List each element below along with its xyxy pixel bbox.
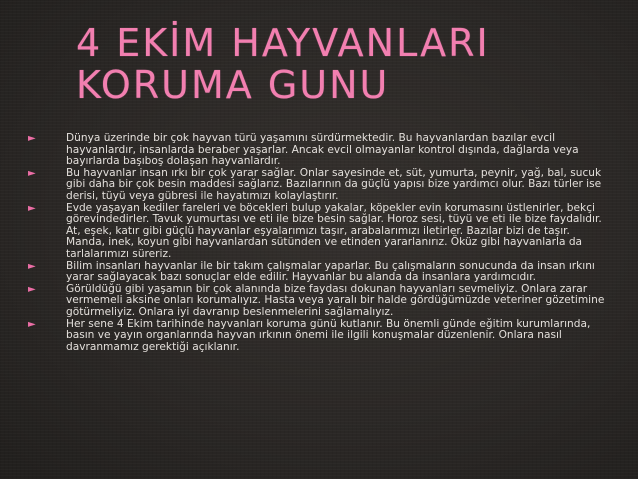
bullet-text: Bilim insanları hayvanlar ile bir takım çalışmalar yaparlar. Bu çalışmaların sonucunda da insan ırkını yarar sağlayacak bazı sonuçlar elde edilir. Hayvanlar bu alanda da insanlara yardımcıdır. — [66, 259, 595, 284]
bullet-item — [28, 166, 606, 203]
triangle-right-icon: ► — [28, 318, 36, 330]
bullet-text: Her sene 4 Ekim tarihinde hayvanları koruma günü kutlanır. Bu önemli günde eğitim kurumlarında, basın ve yayın organlarında hayvan ırkının önemi ile ilgili konuşmalar düzenlenir. Onlara nasıl davranmamız gerektiği açıklanır. — [66, 317, 591, 353]
bullet-item — [28, 132, 606, 168]
bullet-text: Görüldüğü gibi yaşamın bir çok alanında bize faydası dokunan hayvanları sevmeliyiz. Onlara zarar vermemeli aksine onları korumalıyız. Hasta veya yaralı bir halde gördüğümüzde veteriner gözetimine götürmeliyiz. Onlara iyi davranıp beslenmelerini sağlamalıyız. — [66, 282, 605, 318]
bullet-text: Dünya üzerinde bir çok hayvan türü yaşamını sürdürmektedir. Bu hayvanlardan bazılar evcil hayvanlardır, insanlarda beraber yaşarlar. Ancak evcil olmayanlar kontrol dışında, dağlarda veya bayırlarda başıboş dolaşan hayvanlardır. — [66, 132, 579, 168]
triangle-right-icon: ► — [28, 133, 36, 144]
slide-title — [76, 22, 490, 106]
bullet-item — [28, 317, 606, 354]
bullet-item — [28, 259, 606, 284]
triangle-right-icon: ► — [28, 283, 36, 295]
triangle-right-icon: ► — [28, 167, 36, 179]
bullet-item — [28, 282, 606, 319]
triangle-right-icon: ► — [28, 260, 36, 272]
triangle-right-icon: ► — [28, 202, 36, 214]
bullet-text: Evde yaşayan kediler fareleri ve böcekleri bulup yakalar, köpekler evin korumasını üstlenirler, bekçi görevindedirler. Tavuk yumurtası ve eti ile bize besin sağlar. Horoz sesi, tüyü ve eti ile bize faydalıdır. At, eşek, katır gibi güçlü hayvanlar eşyalarımızı taşır, arabalarımızı iletirler. Bazılar bizi de taşır. Manda, inek, koyun gibi hayvanlardan sütünden ve etinden yararlanırız. Öküz gibi hayvanlarla da tarlalarımızı süreriz. — [66, 201, 602, 260]
bullet-text: Bu hayvanlar insan ırkı bir çok yarar sağlar. Onlar sayesinde et, süt, yumurta, peynir, yağ, bal, sucuk gibi daha bir çok besin maddesi sağlarız. Bazılarının da güçlü yapısı bize yardımcı olur. Bazı türler ise derisi, tüyü veya gübresi ile hayatımızı kolaylaştırır. — [66, 166, 602, 202]
bullet-list — [28, 132, 606, 353]
bullet-item — [28, 201, 606, 261]
slide-title-line-2: KORUMA GUNU — [76, 63, 390, 107]
slide-title-line-1: 4 EKİM HAYVANLARI — [76, 21, 490, 65]
